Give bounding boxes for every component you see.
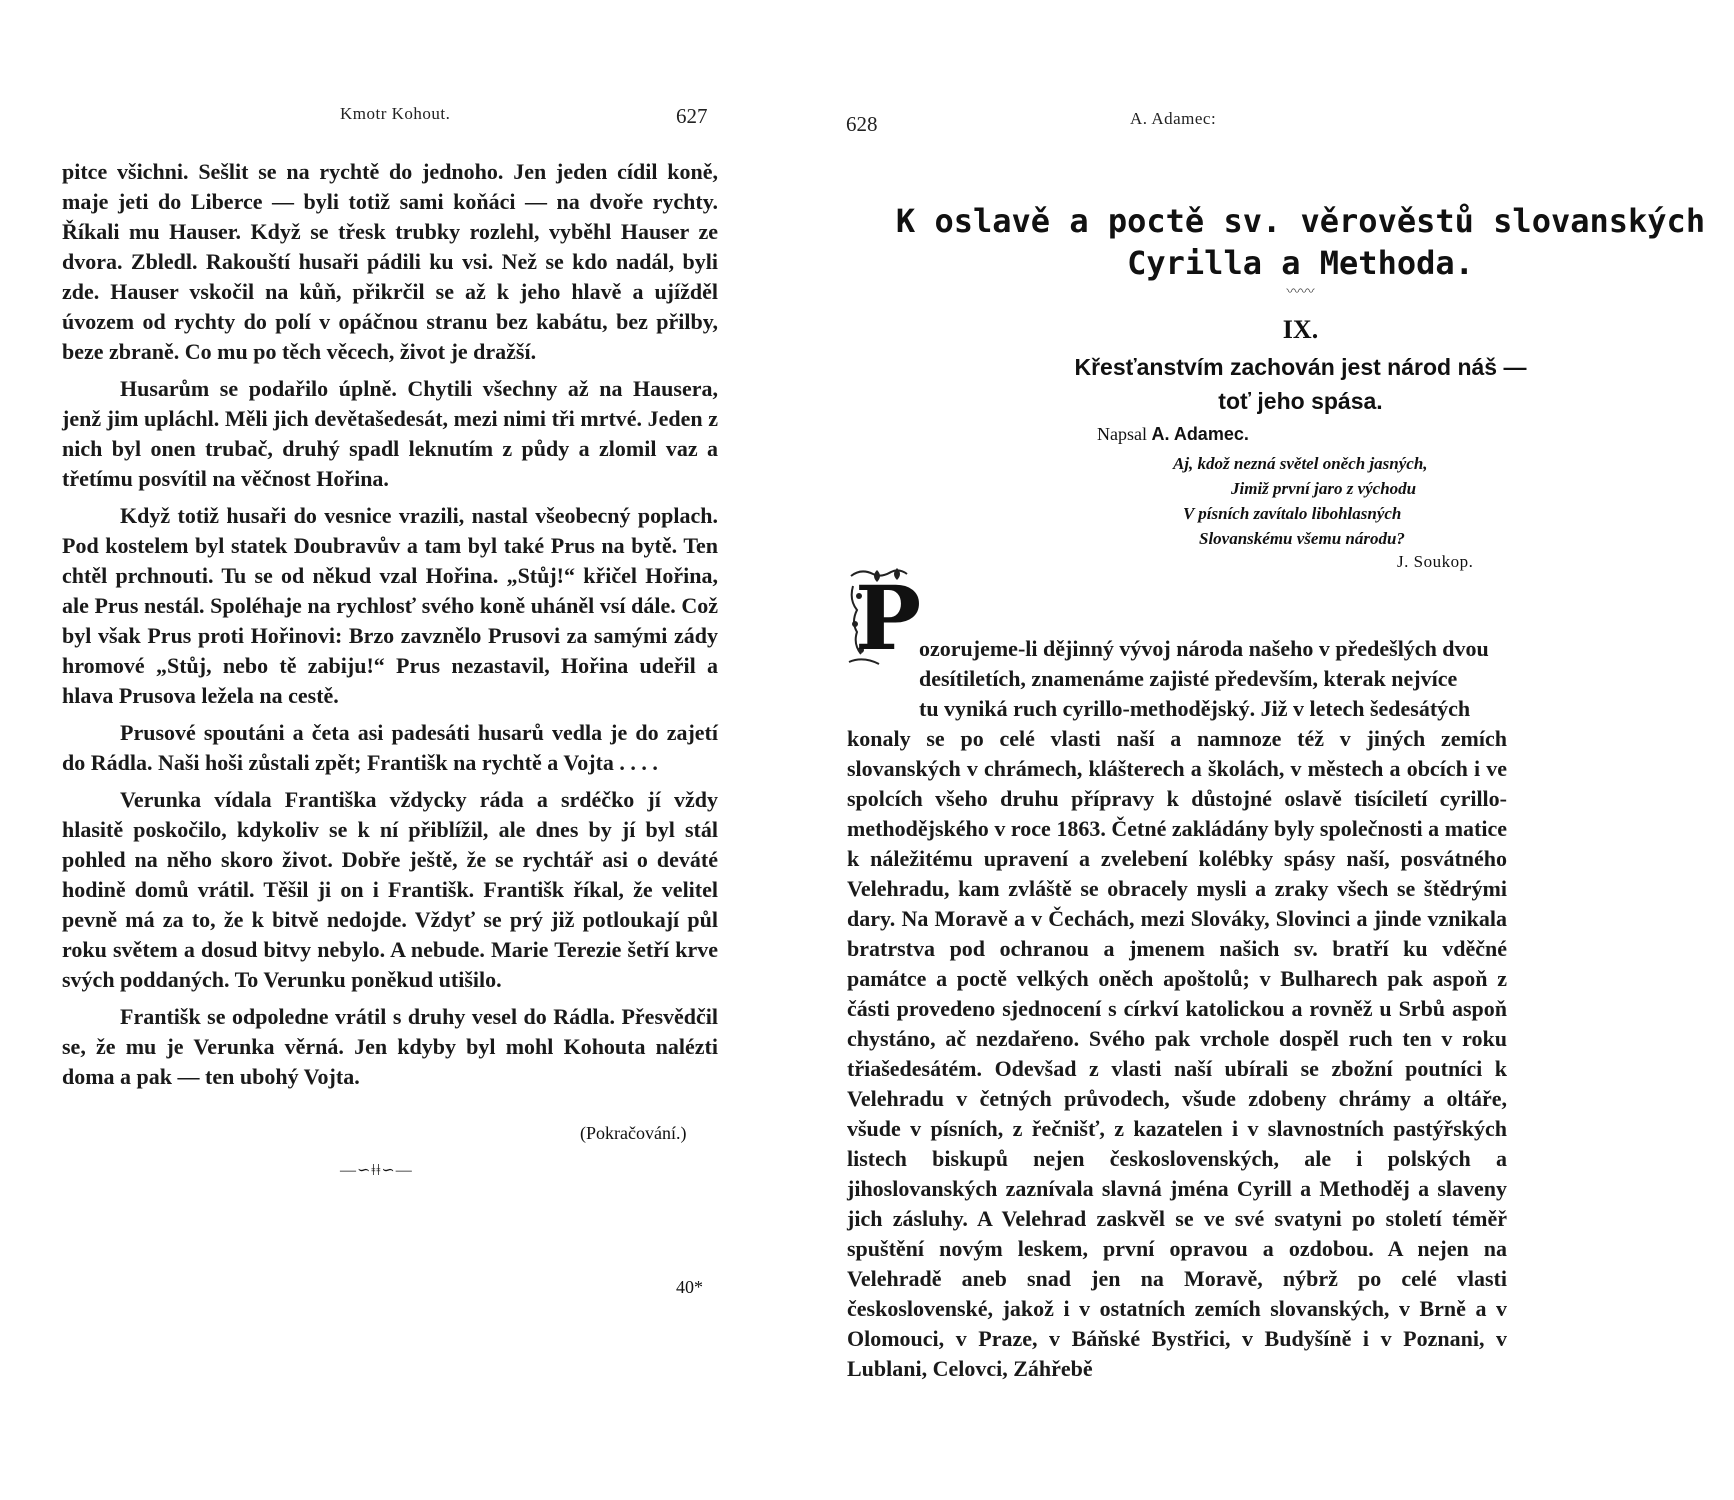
text-line: tu vyniká ruch cyrillo-methodějský. Již v letech šedesátých (919, 696, 1471, 721)
article-title-line-1: K oslavě a poctě sv. věrověstů slovanských (895, 202, 1706, 240)
right-body-text (847, 724, 1507, 1384)
byline-author: A. Adamec. (1151, 424, 1249, 444)
paragraph: pitce všichni. Sešlit se na rychtě do jednoho. Jen jeden cídil koně, maje jeti do Liberce — byli totiž sami koňáci — na dvoře rychty. Říkali mu Hauser. Když se třesk trubky rozlehl, vyběhl Hauser ze dvora. Zbledl. Rakouští husaři pádili ku vsi. Než se kdo nadál, byli zde. Hauser vskočil na kůň, přikrčil se až k jeho hlavě a ujížděl úvozem od rychty do polí v opáčnou stranu bez kabátu, bez přilby, beze zbraně. Co mu po těch věcech, život je dražší. (62, 159, 718, 364)
signature-mark: 40* (676, 1277, 703, 1297)
dropcap-lines (919, 634, 1507, 724)
continuation-note: (Pokračování.) (580, 1123, 687, 1143)
page-number-right: 628 (846, 112, 878, 136)
dropcap-ornament (847, 566, 922, 670)
section-number: IX. (1282, 315, 1319, 344)
paragraph: konaly se po celé vlasti naší a namnoze též v jiných zemích slovanských v chrámech, klášterech a školách, v městech a obcích i ve spolcích všeho druhu přípravy k důstojné oslavě tisíciletí cyrillo-methodějského v roce 1863. Četné zakládány byly společnosti a matice k náležitému upravení a zvelebení kolébky spásy naší, posvátného Velehradu, kam zvláště se obracely mysli a zraky všech se štědrými dary. Na Moravě a v Čechách, mezi Slováky, Slovinci a jinde vznikala bratrstva pod ochranou a jmenem našich sv. bratří ku vděčné památce a poctě velkých oněch apoštolů; v Bulharech pak aspoň z části provedeno sjednocení s církví katolickou a rovněž u Srbů aspoň chystáno, ač nezdařeno. Svého pak vrchole dospěl ruch ten v roku třiašedesátém. Odevšad z vlasti naší ubírali se zbožní poutníci k Velehradu v četných průvodech, všude zdobeny chrámy a oltáře, všude v písních, z řečnišť, z kazatelen i v slavnostních pastýřských listech biskupů nejen československých, ale i polských a jihoslovanských zaznívala slavná jména Cyrill a Methoděj a slaveny jich zásluhy. A Velehrad zaskvěl se ve své svatyni po století téměř spuštění novým leskem, první opravou a ozdobou. A nejen na Velehradě aneb snad jen na Moravě, nýbrž po celé vlasti československé, jakož i v ostatních zemích slovanských, v Brně a v Olomouci, v Praze, v Báňské Bystřici, v Budyšíně i v Poznani, v Lublani, Celovci, Záhřebě (847, 726, 1507, 1381)
section-title-line-2: toť jeho spása. (1218, 388, 1383, 414)
paragraph: Verunka vídala Františka vždycky ráda a srdéčko jí vždy hlasitě poskočilo, kdykoliv se k ní přiblížil, ale dnes by jí byl stál pohled na něho skoro život. Dobře ještě, že se rychtář asi o deváté hodině domů vrátil. Těšil ji on i Františk. Františk říkal, že velitel pevně má za to, že k bitvě nedojde. Vždyť se prý již potloukají půl roku světem a dosud bitvy nebylo. A nebude. Marie Terezie šetří krve svých poddaných. To Verunku poněkud utišilo. (62, 787, 718, 992)
running-head-right: A. Adamec: (1130, 109, 1217, 128)
article-title-line-2: Cyrilla a Methoda. (1127, 244, 1474, 282)
epigraph-line: Slovanskému všemu národu? (1199, 529, 1405, 548)
byline (1097, 424, 1249, 445)
paragraph: Husarům se podařilo úplně. Chytili všechny až na Hausera, jenž jim upláchl. Měli jich devětašedesát, mezi nimi tři mrtvé. Jeden z nich byl onen trubač, druhý spadl leknutím z půdy a zlomil vaz a třetímu posvítil na věčnost Hořina. (62, 376, 718, 491)
text-line: ozorujeme-li dějinný vývoj národa našeho v předešlých dvou (919, 636, 1489, 661)
dropcap-letter: P (855, 566, 922, 670)
paragraph: Prusové spoutáni a četa asi padesáti husarů vedla je do zajetí do Rádla. Naši hoši zůstali zpět; Františk na rychtě a Vojta . . . . (62, 720, 718, 775)
epigraph (1173, 451, 1428, 551)
section-title-line-1: Křesťanstvím zachován jest národ náš — (1074, 354, 1527, 380)
page-number-left: 627 (676, 104, 708, 128)
epigraph-author: J. Soukop. (1397, 552, 1474, 571)
fleuron-ornament: —∽ǂǂ∽— (340, 1162, 413, 1179)
epigraph-line: Aj, kdož nezná světel oněch jasných, (1173, 454, 1428, 473)
paragraph: Když totiž husaři do vesnice vrazili, nastal všeobecný poplach. Pod kostelem byl statek Doubravův a tam byl také Prus na bytě. Ten chtěl prchnouti. Tu se od někud vzal Hořina. „Stůj!“ křičel Hořina, ale Prus nestál. Spoléhaje na rychlosť svého koně uháněl vsí dále. Což byl však Prus proti Hořinovi: Brzo zavznělo Prusovi za samými zády hromové „Stůj, nebo tě zabiju!“ Prus nezastavil, Hořina udeřil a hlava Prusova ležela na cestě. (62, 503, 718, 708)
epigraph-line: Jimiž první jaro z východu (1231, 479, 1417, 498)
paragraph: Františk se odpoledne vrátil s druhy vesel do Rádla. Přesvědčil se, že mu je Verunka věrná. Jen kdyby byl mohl Kohouta nalézti doma a pak — ten ubohý Vojta. (62, 1004, 718, 1089)
byline-prefix: Napsal (1097, 424, 1147, 444)
swash-ornament: 〰〰 (1286, 285, 1315, 300)
running-head-left: Kmotr Kohout. (340, 104, 451, 123)
text-line: desítiletích, znamenáme zajisté především, kterak nejvíce (919, 666, 1458, 691)
left-body-text (62, 157, 718, 1092)
right-page (846, 0, 1734, 1500)
epigraph-line: V písních zavítalo libohlasných (1183, 504, 1402, 523)
